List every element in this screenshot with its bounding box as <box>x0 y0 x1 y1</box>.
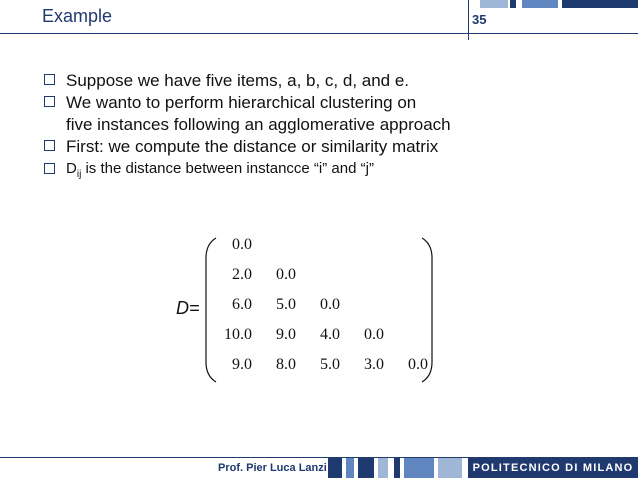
matrix-cell: 9.0 <box>276 326 296 343</box>
bullet-text: five instances following an agglomerative approach <box>66 115 451 134</box>
bullet-item <box>42 136 622 158</box>
page-number: 35 <box>472 12 487 27</box>
bullet-continuation <box>42 114 622 136</box>
slide-title: Example <box>42 6 113 26</box>
distance-matrix <box>0 230 638 390</box>
bullet-item <box>42 158 622 186</box>
header-rule <box>0 33 638 34</box>
footer-block <box>358 458 374 478</box>
matrix-cell: 5.0 <box>276 296 296 313</box>
matrix-label: D= <box>176 298 200 318</box>
matrix-cell: 8.0 <box>276 356 296 373</box>
matrix-cell: 0.0 <box>320 296 340 313</box>
footer-block <box>346 458 354 478</box>
footer-block <box>438 458 462 478</box>
bullet-item <box>42 70 622 92</box>
footer-block <box>404 458 434 478</box>
header-block <box>522 0 558 8</box>
checkbox-bullet-icon <box>44 74 55 85</box>
checkbox-bullet-icon <box>44 140 55 151</box>
bullet-list <box>42 70 622 186</box>
footer-brand: POLITECNICO DI MILANO <box>468 458 638 478</box>
matrix-cell: 0.0 <box>364 326 384 343</box>
matrix-cell: 4.0 <box>320 326 340 343</box>
bullet-text: First: we compute the distance or similarity matrix <box>66 137 439 156</box>
matrix-cell: 9.0 <box>232 356 252 373</box>
header-block <box>510 0 516 8</box>
checkbox-bullet-icon <box>44 163 55 174</box>
header-block <box>562 0 638 8</box>
bullet-text: We wanto to perform hierarchical clustering on <box>66 93 417 112</box>
bullet-text: is the distance between instancce “i” and “j” <box>81 160 374 177</box>
footer-block <box>394 458 400 478</box>
matrix-cell: 3.0 <box>364 356 384 373</box>
matrix-cell: 0.0 <box>408 356 428 373</box>
checkbox-bullet-icon <box>44 96 55 107</box>
subscript: ij <box>76 169 82 180</box>
matrix-cell: 0.0 <box>276 266 296 283</box>
header-block <box>480 0 508 8</box>
matrix-cell: 6.0 <box>232 296 252 313</box>
bullet-text: Suppose we have five items, a, b, c, d, and e. <box>66 71 410 90</box>
matrix-cell: 2.0 <box>232 266 252 283</box>
matrix-cell: 10.0 <box>224 326 252 343</box>
footer-author: Prof. Pier Luca Lanzi <box>218 462 327 474</box>
footer-block <box>378 458 388 478</box>
bullet-text: D <box>66 160 77 177</box>
matrix-cell: 0.0 <box>232 236 252 253</box>
header-divider <box>468 0 469 40</box>
footer-block <box>328 458 342 478</box>
matrix-cell: 5.0 <box>320 356 340 373</box>
bullet-item <box>42 92 622 114</box>
